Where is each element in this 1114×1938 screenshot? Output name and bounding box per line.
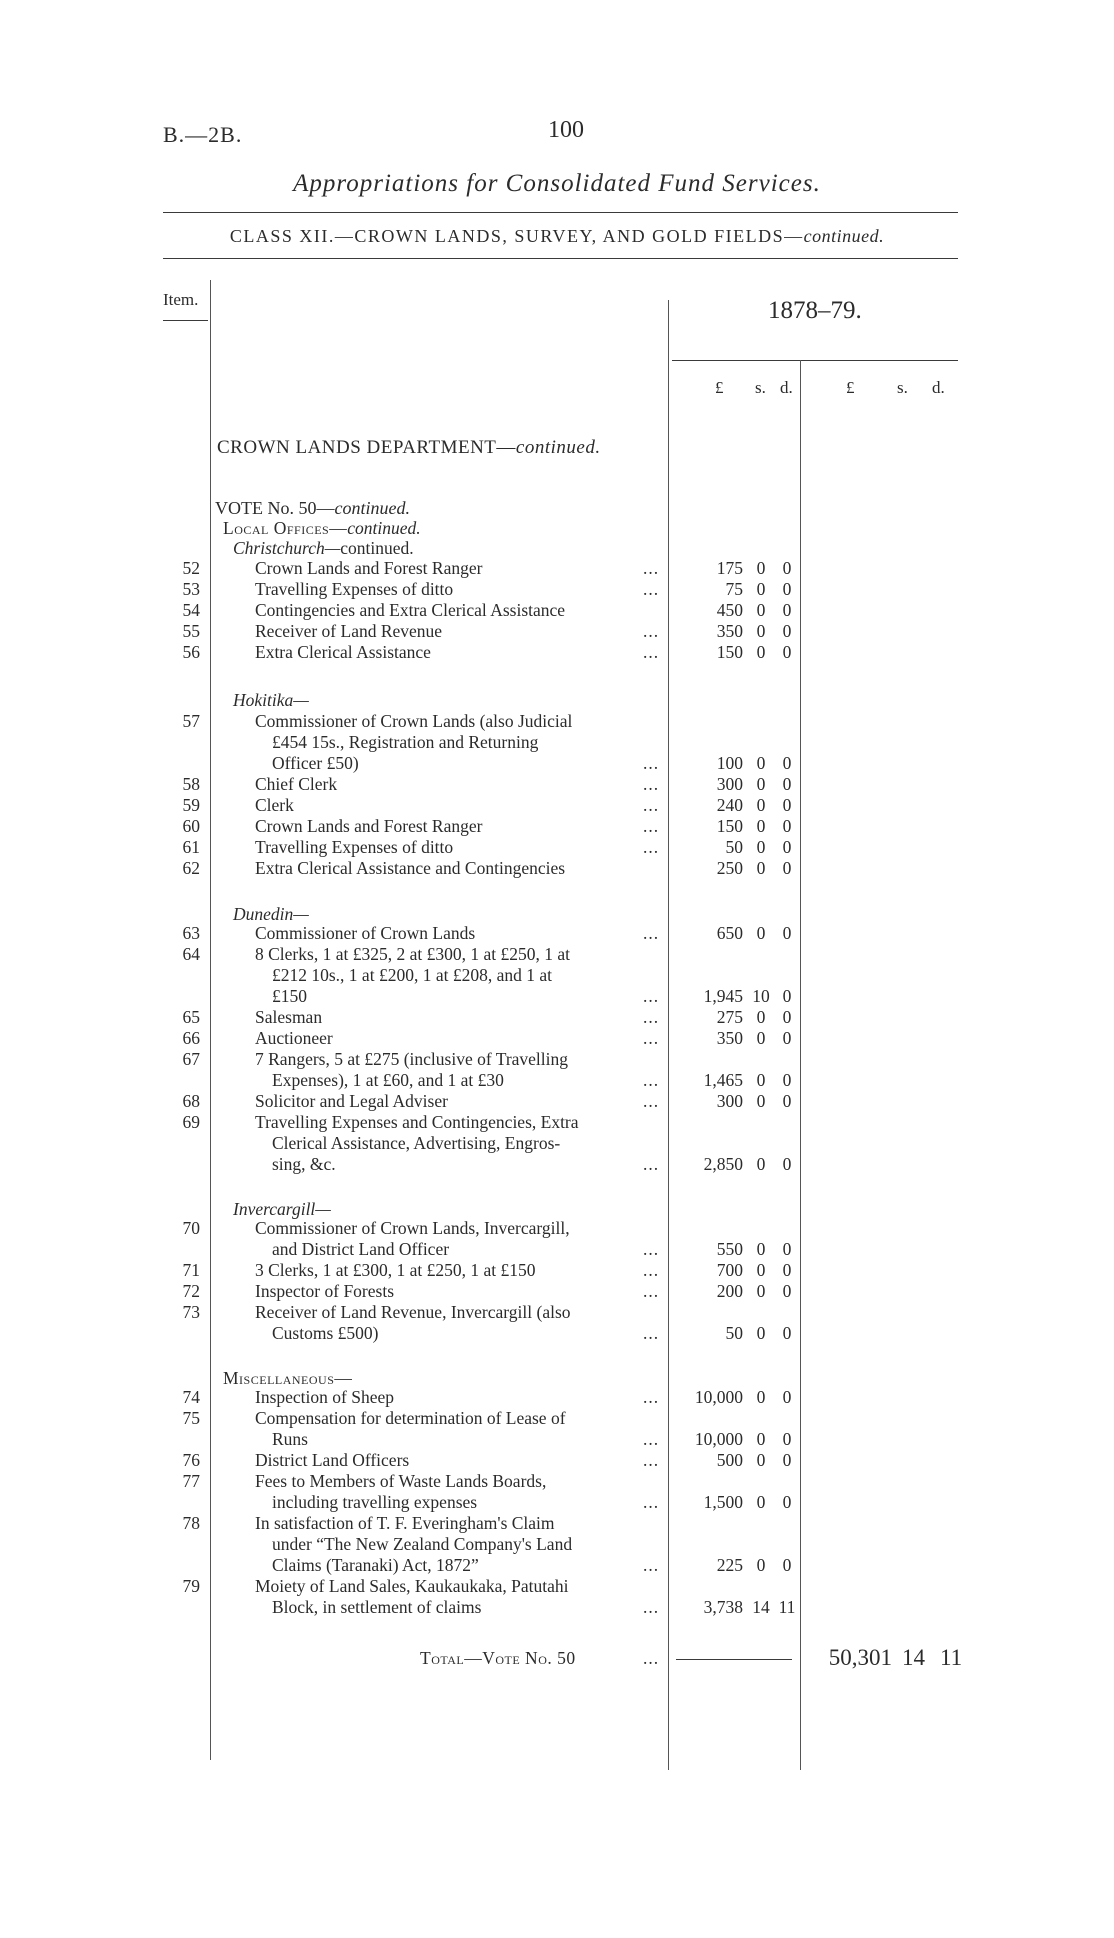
leader-dots: ...: [642, 642, 660, 662]
miscellaneous-heading: [223, 1368, 352, 1389]
total-shillings: 14: [902, 1645, 925, 1670]
item-description: 3 Clerks, 1 at £300, 1 at £250, 1 at £150: [255, 1260, 536, 1280]
item-description-continued: Clerical Assistance, Advertising, Engros-: [272, 1133, 561, 1153]
table-row-continuation: [0, 1429, 1114, 1449]
table-row: [0, 558, 1114, 578]
item-description-continued: sing, &c.: [272, 1154, 336, 1174]
christchurch-heading: [233, 538, 414, 559]
column-header-year: 1878–79.: [768, 297, 862, 324]
table-row: [0, 1408, 1114, 1428]
item-description-continued: Customs £500): [272, 1323, 379, 1343]
vote-heading-continued: continued.: [334, 498, 410, 518]
amount-pence: 0: [782, 558, 792, 578]
column-header-pound-2: £: [846, 378, 855, 397]
amount-pounds: 350: [716, 621, 743, 641]
item-description-continued: under “The New Zealand Company's Land: [272, 1534, 573, 1554]
amount-shillings: 0: [756, 1007, 766, 1027]
item-number: 70: [182, 1218, 200, 1238]
item-number: 56: [182, 642, 200, 662]
amount-pence: 0: [782, 986, 792, 1006]
amount-pence: 0: [782, 1070, 792, 1090]
amount-pence: 0: [782, 1429, 792, 1449]
column-header-shilling-2: s.: [897, 378, 908, 397]
amount-shillings: 0: [756, 1450, 766, 1470]
amount-pence: 0: [782, 600, 792, 620]
leader-dots: ...: [642, 795, 660, 815]
table-row-continuation: [0, 1492, 1114, 1512]
table-row: [0, 1260, 1114, 1280]
item-description: Extra Clerical Assistance and Contingencies: [255, 858, 566, 878]
table-row: [0, 1302, 1114, 1322]
leader-dots: ...: [642, 1239, 660, 1259]
amount-pounds: 50: [725, 1323, 743, 1343]
leader-dots: ...: [642, 1323, 660, 1343]
header-rule-bottom: [163, 258, 958, 259]
item-description: Crown Lands and Forest Ranger: [255, 558, 483, 578]
table-row-continuation: [0, 1154, 1114, 1174]
amount-pence: 0: [782, 1260, 792, 1280]
table-row-continuation: [0, 1597, 1114, 1617]
amount-pence: 0: [782, 753, 792, 773]
amount-pounds: 250: [716, 858, 743, 878]
table-row: [0, 600, 1114, 620]
document-reference: B.—2B.: [163, 122, 243, 147]
item-description: Extra Clerical Assistance: [255, 642, 431, 662]
amount-pounds: 450: [716, 600, 743, 620]
item-number: 60: [182, 816, 200, 836]
item-description: Receiver of Land Revenue: [255, 621, 443, 641]
amount-pence: 0: [782, 579, 792, 599]
department-heading-text: CROWN LANDS DEPARTMENT—: [217, 437, 516, 458]
item-number: 58: [182, 774, 200, 794]
table-row: [0, 816, 1114, 836]
table-row: [0, 837, 1114, 857]
leader-dots: ...: [642, 1091, 660, 1111]
amount-shillings: 0: [756, 1492, 766, 1512]
item-description-continued: £454 15s., Registration and Returning: [272, 732, 539, 752]
year-rule: [672, 360, 958, 361]
leader-dots: ...: [642, 1281, 660, 1301]
christchurch-heading-continued: continued.: [340, 538, 414, 558]
table-row: [0, 1513, 1114, 1533]
amount-shillings: 0: [756, 923, 766, 943]
table-row: [0, 1471, 1114, 1491]
item-number: 72: [182, 1281, 200, 1301]
class-title: [0, 226, 1114, 247]
column-header-pence-1: d.: [780, 378, 793, 397]
amount-shillings: 0: [756, 1281, 766, 1301]
item-description: 7 Rangers, 5 at £275 (inclusive of Travelling: [255, 1049, 569, 1069]
total-label: [420, 1644, 576, 1672]
amount-shillings: 0: [756, 837, 766, 857]
leader-dots: ...: [642, 753, 660, 773]
leader-dots: ...: [642, 1450, 660, 1470]
item-number: 61: [182, 837, 200, 857]
amount-pounds: 75: [725, 579, 743, 599]
total-row: [0, 1644, 1114, 1672]
item-number: 79: [182, 1576, 200, 1596]
table-row-continuation: [0, 1239, 1114, 1259]
leader-dots: ...: [642, 1492, 660, 1512]
amount-pounds: 3,738: [703, 1597, 743, 1617]
amount-pounds: 150: [716, 642, 743, 662]
table-row: [0, 621, 1114, 641]
leader-dots: ...: [642, 774, 660, 794]
item-description: Travelling Expenses of ditto: [255, 579, 454, 599]
table-row: [0, 1007, 1114, 1027]
table-row-continuation: [0, 732, 1114, 752]
amount-shillings: 0: [756, 1091, 766, 1111]
item-number: 74: [182, 1387, 200, 1407]
page-subtitle: Appropriations for Consolidated Fund Services.: [293, 170, 821, 197]
amount-pence: 0: [782, 1007, 792, 1027]
leader-dots: ...: [642, 1260, 660, 1280]
item-description: Commissioner of Crown Lands, Invercargill,: [255, 1218, 570, 1238]
amount-pounds: 650: [716, 923, 743, 943]
item-description: Solicitor and Legal Adviser: [255, 1091, 448, 1111]
item-description-continued: including travelling expenses: [272, 1492, 478, 1512]
leader-dots: ...: [642, 816, 660, 836]
item-description: 8 Clerks, 1 at £325, 2 at £300, 1 at £250, 1 at: [255, 944, 570, 964]
amount-pence: 0: [782, 858, 792, 878]
table-row-continuation: [0, 1070, 1114, 1090]
amount-pounds: 300: [716, 774, 743, 794]
amount-shillings: 0: [756, 1070, 766, 1090]
table-row: [0, 711, 1114, 731]
amount-pounds: 10,000: [694, 1429, 743, 1449]
total-pounds: 50,301: [828, 1645, 892, 1670]
item-description: Clerk: [255, 795, 294, 815]
item-description-continued: Runs: [272, 1429, 308, 1449]
item-description: Chief Clerk: [255, 774, 338, 794]
item-description: Contingencies and Extra Clerical Assistance: [255, 600, 566, 620]
item-number: 53: [182, 579, 200, 599]
item-number: 77: [182, 1471, 200, 1491]
local-offices-heading: [223, 518, 421, 539]
leader-dots: ...: [642, 579, 660, 599]
leader-dots: ...: [642, 1429, 660, 1449]
amount-pence: 0: [782, 923, 792, 943]
department-heading: [217, 437, 601, 459]
item-description: In satisfaction of T. F. Everingham's Claim: [255, 1513, 555, 1533]
column-header-shilling-1: s.: [755, 378, 766, 397]
item-number: 66: [182, 1028, 200, 1048]
invercargill-heading-text: Invercargill—: [233, 1199, 331, 1219]
amount-pounds: 700: [716, 1260, 743, 1280]
header-rule-top: [163, 212, 958, 213]
item-description-continued: Block, in settlement of claims: [272, 1597, 482, 1617]
amount-shillings: 0: [756, 795, 766, 815]
amount-pounds: 275: [716, 1007, 743, 1027]
amount-shillings: 0: [756, 774, 766, 794]
leader-dots: ...: [642, 1648, 660, 1668]
amount-shillings: 0: [756, 558, 766, 578]
item-description: Crown Lands and Forest Ranger: [255, 816, 483, 836]
amount-pence: 0: [782, 1239, 792, 1259]
item-description-continued: £150: [272, 986, 307, 1006]
item-number: 67: [182, 1049, 200, 1069]
amount-pounds: 350: [716, 1028, 743, 1048]
amount-pounds: 150: [716, 816, 743, 836]
item-number: 64: [182, 944, 200, 964]
item-description-continued: and District Land Officer: [272, 1239, 450, 1259]
table-row-continuation: [0, 986, 1114, 1006]
table-row: [0, 1112, 1114, 1132]
amount-pence: 0: [782, 1492, 792, 1512]
department-heading-continued: continued.: [515, 437, 601, 458]
amount-pence: 0: [782, 1450, 792, 1470]
amount-pounds: 500: [716, 1450, 743, 1470]
table-row: [0, 858, 1114, 878]
table-row: [0, 944, 1114, 964]
amount-shillings: 0: [756, 1429, 766, 1449]
local-offices-heading-continued: continued.: [347, 518, 421, 538]
amount-pounds: 1,465: [703, 1070, 743, 1090]
vote-heading: [215, 498, 410, 519]
leader-dots: ...: [642, 558, 660, 578]
table-row-continuation: [0, 965, 1114, 985]
item-description: Salesman: [255, 1007, 323, 1027]
table-row-continuation: [0, 1534, 1114, 1554]
amount-shillings: 0: [756, 642, 766, 662]
item-description: Travelling Expenses of ditto: [255, 837, 454, 857]
item-description: District Land Officers: [255, 1450, 410, 1470]
amount-pence: 0: [782, 1154, 792, 1174]
amount-shillings: 0: [756, 1387, 766, 1407]
amount-shillings: 0: [756, 858, 766, 878]
column-header-pound-1: £: [715, 378, 724, 397]
table-row: [0, 642, 1114, 662]
amount-pounds: 100: [716, 753, 743, 773]
amount-pence: 0: [782, 621, 792, 641]
leader-dots: ...: [642, 1555, 660, 1575]
amount-pounds: 50: [725, 837, 743, 857]
table-row: [0, 1049, 1114, 1069]
item-description: Commissioner of Crown Lands: [255, 923, 476, 943]
table-row: [0, 579, 1114, 599]
hokitika-heading: [233, 690, 309, 711]
item-number: 76: [182, 1450, 200, 1470]
amount-pence: 0: [782, 642, 792, 662]
item-number: 55: [182, 621, 200, 641]
table-row-continuation: [0, 1555, 1114, 1575]
item-number: 52: [182, 558, 200, 578]
item-description-continued: Claims (Taranaki) Act, 1872”: [272, 1555, 479, 1575]
leader-dots: ...: [642, 621, 660, 641]
table-row: [0, 1091, 1114, 1111]
item-description-continued: Officer £50): [272, 753, 359, 773]
item-description: Moiety of Land Sales, Kaukaukaka, Patutahi: [255, 1576, 569, 1596]
item-number: 65: [182, 1007, 200, 1027]
amount-shillings: 0: [756, 1239, 766, 1259]
amount-shillings: 0: [756, 1323, 766, 1343]
amount-pence: 0: [782, 1028, 792, 1048]
table-row-continuation: [0, 1323, 1114, 1343]
christchurch-heading-text: Christchurch—: [233, 538, 341, 558]
amount-pounds: 240: [716, 795, 743, 815]
item-description-continued: Expenses), 1 at £60, and 1 at £30: [272, 1070, 504, 1090]
amount-pence: 0: [782, 1091, 792, 1111]
item-description: Commissioner of Crown Lands (also Judicial: [255, 711, 573, 731]
item-description: Receiver of Land Revenue, Invercargill (also: [255, 1302, 571, 1322]
leader-dots: ...: [642, 1028, 660, 1048]
column-header-pence-2: d.: [932, 378, 945, 397]
invercargill-heading: [233, 1199, 331, 1220]
item-number: 57: [182, 711, 200, 731]
table-row: [0, 923, 1114, 943]
amount-shillings: 0: [756, 1260, 766, 1280]
amount-shillings: 0: [756, 816, 766, 836]
table-row: [0, 1387, 1114, 1407]
amount-shillings: 0: [756, 600, 766, 620]
item-number: 68: [182, 1091, 200, 1111]
leader-dots: ...: [642, 1007, 660, 1027]
amount-pence: 0: [782, 1323, 792, 1343]
leader-dots: ...: [642, 986, 660, 1006]
table-row: [0, 1028, 1114, 1048]
leader-dots: ...: [642, 1154, 660, 1174]
amount-shillings: 14: [752, 1597, 770, 1617]
vote-heading-text: VOTE No. 50—: [215, 498, 335, 518]
class-title-continued: continued.: [803, 226, 885, 246]
amount-pounds: 175: [716, 558, 743, 578]
item-description: Auctioneer: [255, 1028, 333, 1048]
table-row-continuation: [0, 753, 1114, 773]
dunedin-heading: [233, 904, 309, 925]
amount-pence: 0: [782, 1281, 792, 1301]
item-number: 59: [182, 795, 200, 815]
amount-pounds: 1,500: [703, 1492, 743, 1512]
item-number: 54: [182, 600, 200, 620]
column-header-item: Item.: [163, 290, 199, 309]
total-label-text: Total—Vote No. 50: [420, 1648, 576, 1668]
amount-pence: 0: [782, 816, 792, 836]
table-row: [0, 1218, 1114, 1238]
amount-pounds: 300: [716, 1091, 743, 1111]
amount-shillings: 10: [752, 986, 770, 1006]
amount-pence: 0: [782, 837, 792, 857]
item-description: Compensation for determination of Lease of: [255, 1408, 566, 1428]
amount-shillings: 0: [756, 1555, 766, 1575]
amount-shillings: 0: [756, 1028, 766, 1048]
amount-pence: 0: [782, 1387, 792, 1407]
table-row: [0, 1576, 1114, 1596]
leader-dots: ...: [642, 1070, 660, 1090]
table-row: [0, 1281, 1114, 1301]
item-description-continued: £212 10s., 1 at £200, 1 at £208, and 1 at: [272, 965, 552, 985]
amount-shillings: 0: [756, 753, 766, 773]
hokitika-heading-text: Hokitika—: [233, 690, 309, 710]
item-number: 62: [182, 858, 200, 878]
table-row: [0, 795, 1114, 815]
total-pence: 11: [940, 1645, 963, 1670]
miscellaneous-heading-text: Miscellaneous—: [223, 1368, 353, 1388]
item-description: Inspection of Sheep: [255, 1387, 394, 1407]
table-row-continuation: [0, 1133, 1114, 1153]
amount-pence: 0: [782, 1555, 792, 1575]
amount-pounds: 10,000: [694, 1387, 743, 1407]
amount-pence: 11: [778, 1597, 796, 1617]
item-number: 73: [182, 1302, 200, 1322]
item-number: 69: [182, 1112, 200, 1132]
leader-dots: ...: [642, 837, 660, 857]
amount-pounds: 2,850: [703, 1154, 743, 1174]
item-number: 78: [182, 1513, 200, 1533]
item-number: 63: [182, 923, 200, 943]
amount-pounds: 225: [716, 1555, 743, 1575]
leader-dots: ...: [642, 1387, 660, 1407]
amount-pounds: 550: [716, 1239, 743, 1259]
leader-dots: ...: [642, 1597, 660, 1617]
table-row: [0, 1450, 1114, 1470]
amount-pence: 0: [782, 795, 792, 815]
class-title-text: CLASS XII.—CROWN LANDS, SURVEY, AND GOLD FIELDS—: [229, 226, 804, 246]
item-description: Travelling Expenses and Contingencies, Extra: [255, 1112, 579, 1132]
amount-shillings: 0: [756, 621, 766, 641]
leader-dots: ...: [642, 923, 660, 943]
item-header-rule: [163, 320, 208, 321]
amount-pounds: 1,945: [703, 986, 743, 1006]
dunedin-heading-text: Dunedin—: [233, 904, 309, 924]
table-row: [0, 774, 1114, 794]
page-number: 100: [548, 117, 584, 143]
item-description: Inspector of Forests: [255, 1281, 395, 1301]
item-number: 75: [182, 1408, 200, 1428]
item-number: 71: [182, 1260, 200, 1280]
amount-pence: 0: [782, 774, 792, 794]
amount-pounds: 200: [716, 1281, 743, 1301]
local-offices-heading-text: Local Offices—: [223, 518, 348, 538]
item-description: Fees to Members of Waste Lands Boards,: [255, 1471, 547, 1491]
amount-shillings: 0: [756, 579, 766, 599]
amount-shillings: 0: [756, 1154, 766, 1174]
